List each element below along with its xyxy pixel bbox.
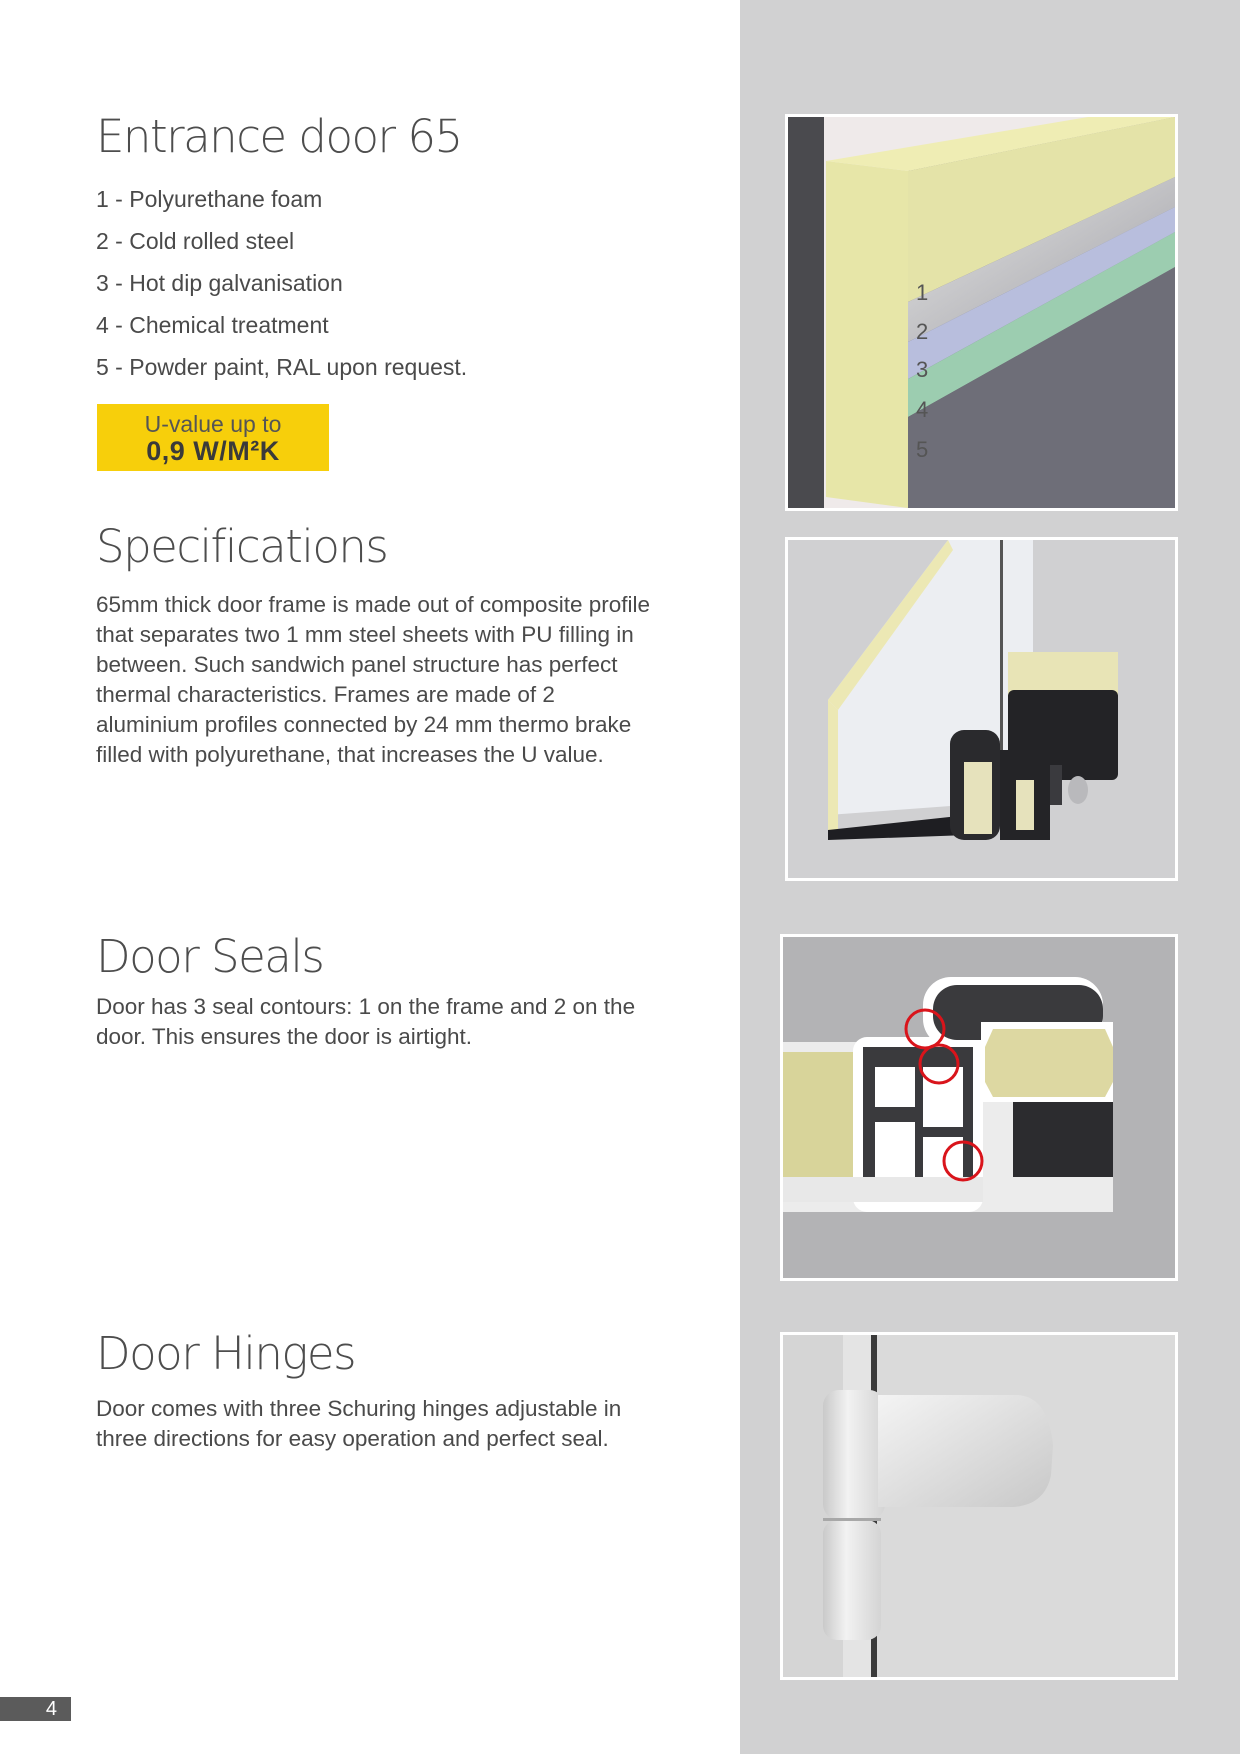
page-number: 4 — [0, 1697, 71, 1721]
panel-layers-image — [785, 114, 1178, 511]
layer-item: 5 - Powder paint, RAL upon request. — [96, 354, 468, 380]
layer-number-label: 4 — [916, 397, 929, 422]
layer-item: 4 - Chemical treatment — [96, 312, 329, 338]
layer-number-label: 5 — [916, 437, 929, 462]
layer-number-label: 2 — [916, 319, 929, 344]
specifications-title: Specifications — [96, 520, 388, 573]
layer-number-label: 3 — [916, 357, 929, 382]
layer-list — [96, 178, 467, 388]
u-value-number: 0,9 W/M²K — [146, 436, 280, 466]
u-value-label: U-value up to — [144, 411, 282, 437]
layer-item: 1 - Polyurethane foam — [96, 186, 323, 212]
layer-item: 2 - Cold rolled steel — [96, 228, 295, 254]
door-seals-image — [780, 934, 1178, 1281]
door-seals-title: Door Seals — [96, 930, 324, 983]
layer-number-label: 1 — [916, 280, 929, 305]
frame-profile-image — [785, 537, 1178, 881]
entrance-door-title: Entrance door 65 — [96, 110, 462, 163]
door-seals-text: Door has 3 seal contours: 1 on the frame and 2 on the door. This ensures the door is airtight. — [96, 994, 636, 1049]
u-value-badge — [97, 404, 329, 471]
specifications-text: 65mm thick door frame is made out of composite profile that separates two 1 mm steel sheets with PU filling in between. Such sandwich panel structure has perfect thermal characteristics. Frames are made of 2 aluminium profiles connected by 24 mm thermo brake filled with polyurethane, that increases the U value. — [96, 592, 650, 767]
layer-item: 3 - Hot dip galvanisation — [96, 270, 343, 296]
door-hinges-title: Door Hinges — [96, 1327, 356, 1380]
door-hinge-image — [780, 1332, 1178, 1680]
door-hinges-text: Door comes with three Schuring hinges adjustable in three directions for easy operation and perfect seal. — [96, 1396, 622, 1451]
